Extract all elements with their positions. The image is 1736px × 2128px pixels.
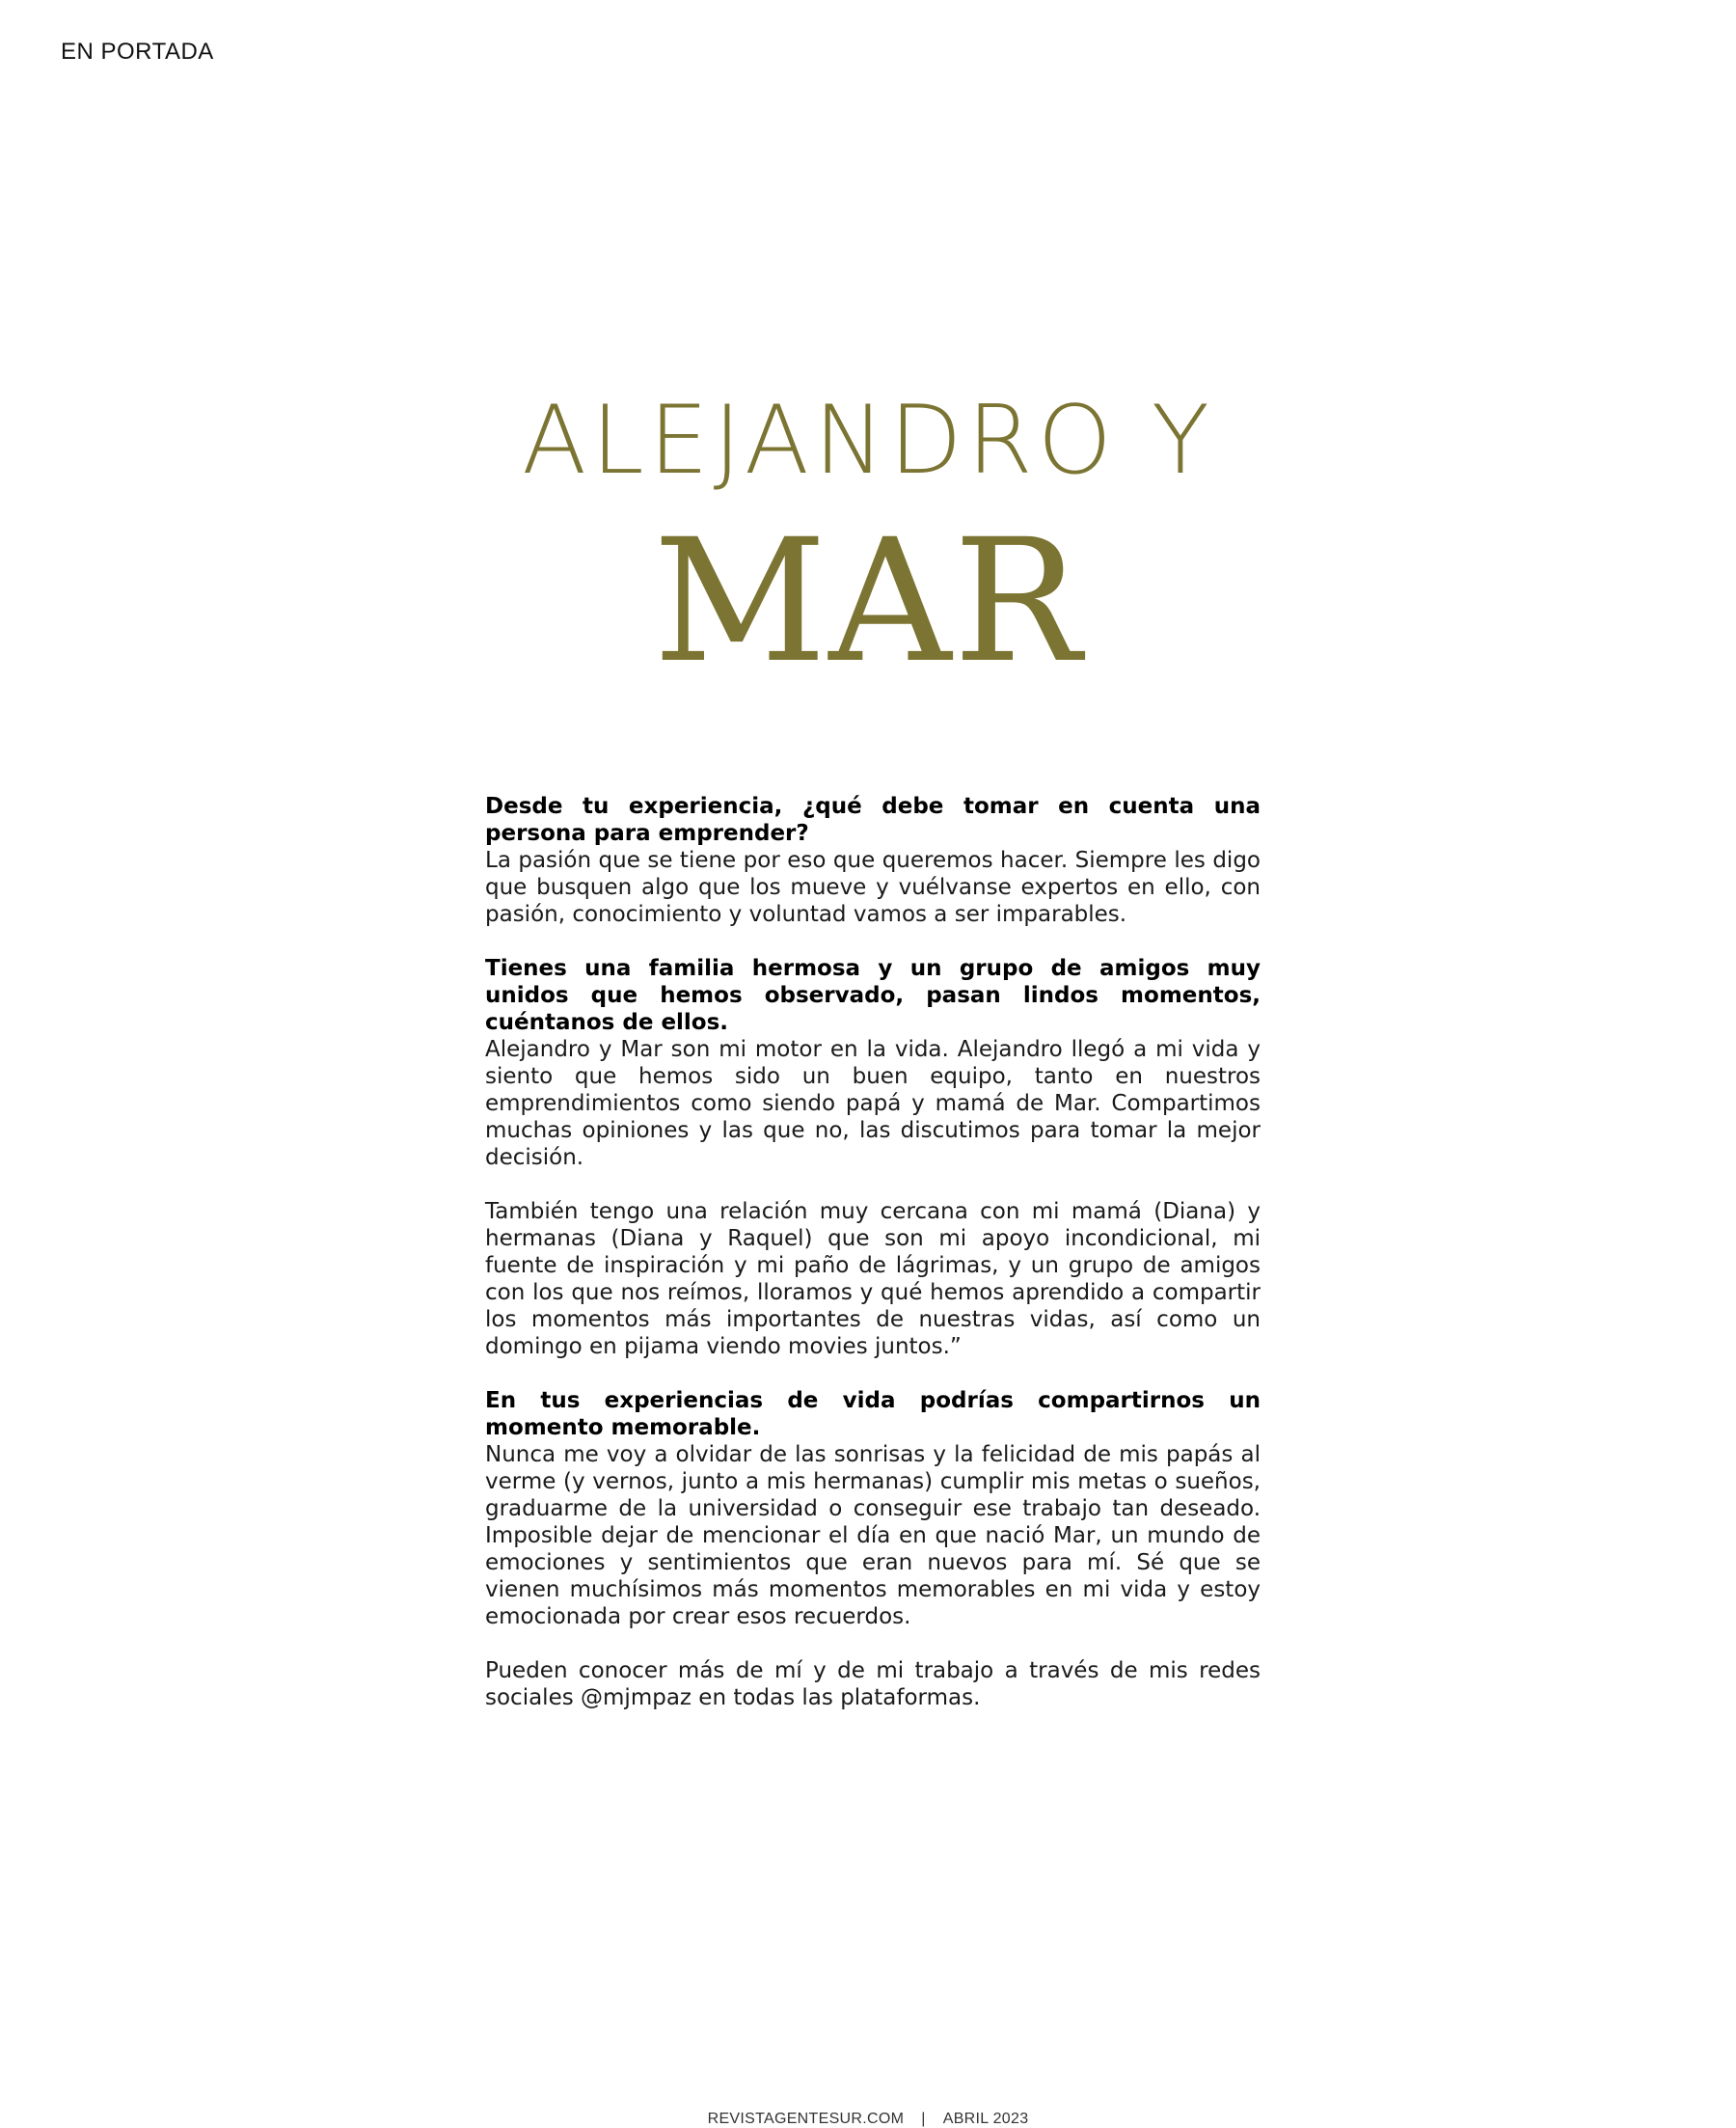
paragraph-block-5: [485, 1657, 1261, 1711]
page-footer: [0, 2111, 1736, 2128]
footer-separator: |: [921, 2111, 926, 2127]
qa-block-2: [485, 955, 1261, 1171]
answer: Nunca me voy a olvidar de las sonrisas y la felicidad de mis papás al verme (y vernos, junto a mis hermanas) cumplir mis metas o sueños, graduarme de la universidad o conseguir ese trabajo tan deseado. Imposible dejar de mencionar el día en que nació Mar, un mundo de emociones y sentimientos que eran nuevos para mí. Sé que se vienen muchísimos más momentos memorables en mi vida y estoy emocionada por crear esos recuerdos.: [485, 1442, 1261, 1629]
answer: Pueden conocer más de mí y de mi trabajo a través de mis redes sociales @mjmpaz en todas las plataformas.: [485, 1658, 1261, 1710]
question: Desde tu experiencia, ¿qué debe tomar en cuenta una persona para emprender?: [485, 794, 1261, 846]
qa-block-4: [485, 1387, 1261, 1630]
paragraph-block-3: [485, 1198, 1261, 1360]
answer: La pasión que se tiene por eso que queremos hacer. Siempre les digo que busquen algo que los mueve y vuélvanse expertos en ello, con pasión, conocimiento y voluntad vamos a ser imparables.: [485, 848, 1261, 927]
section-label: EN PORTADA: [61, 39, 214, 65]
qa-block-1: [485, 793, 1261, 928]
footer-issue: ABRIL 2023: [942, 2111, 1029, 2127]
answer: Alejandro y Mar son mi motor en la vida. Alejandro llegó a mi vida y siento que hemos sido un buen equipo, tanto en nuestros emprendimientos como siendo papá y mamá de Mar. Compartimos muchas opiniones y las que no, las discutimos para tomar la mejor decisión.: [485, 1037, 1261, 1170]
footer-site: REVISTAGENTESUR.COM: [707, 2111, 905, 2127]
headline-line-2: MAR: [653, 503, 1083, 700]
question: En tus experiencias de vida podrías compartirnos un momento memorable.: [485, 1388, 1261, 1440]
question: Tienes una familia hermosa y un grupo de amigos muy unidos que hemos observado, pasan lindos momentos, cuéntanos de ellos.: [485, 956, 1261, 1035]
article-body: [485, 793, 1261, 1738]
answer: También tengo una relación muy cercana con mi mamá (Diana) y hermanas (Diana y Raquel) que son mi apoyo incondicional, mi fuente de inspiración y mi paño de lágrimas, y un grupo de amigos con los que nos reímos, lloramos y qué hemos aprendido a compartir los momentos más importantes de nuestras vidas, así como un domingo en pijama viendo movies juntos.”: [485, 1199, 1261, 1359]
headline-line-1: ALEJANDRO Y: [522, 386, 1214, 496]
